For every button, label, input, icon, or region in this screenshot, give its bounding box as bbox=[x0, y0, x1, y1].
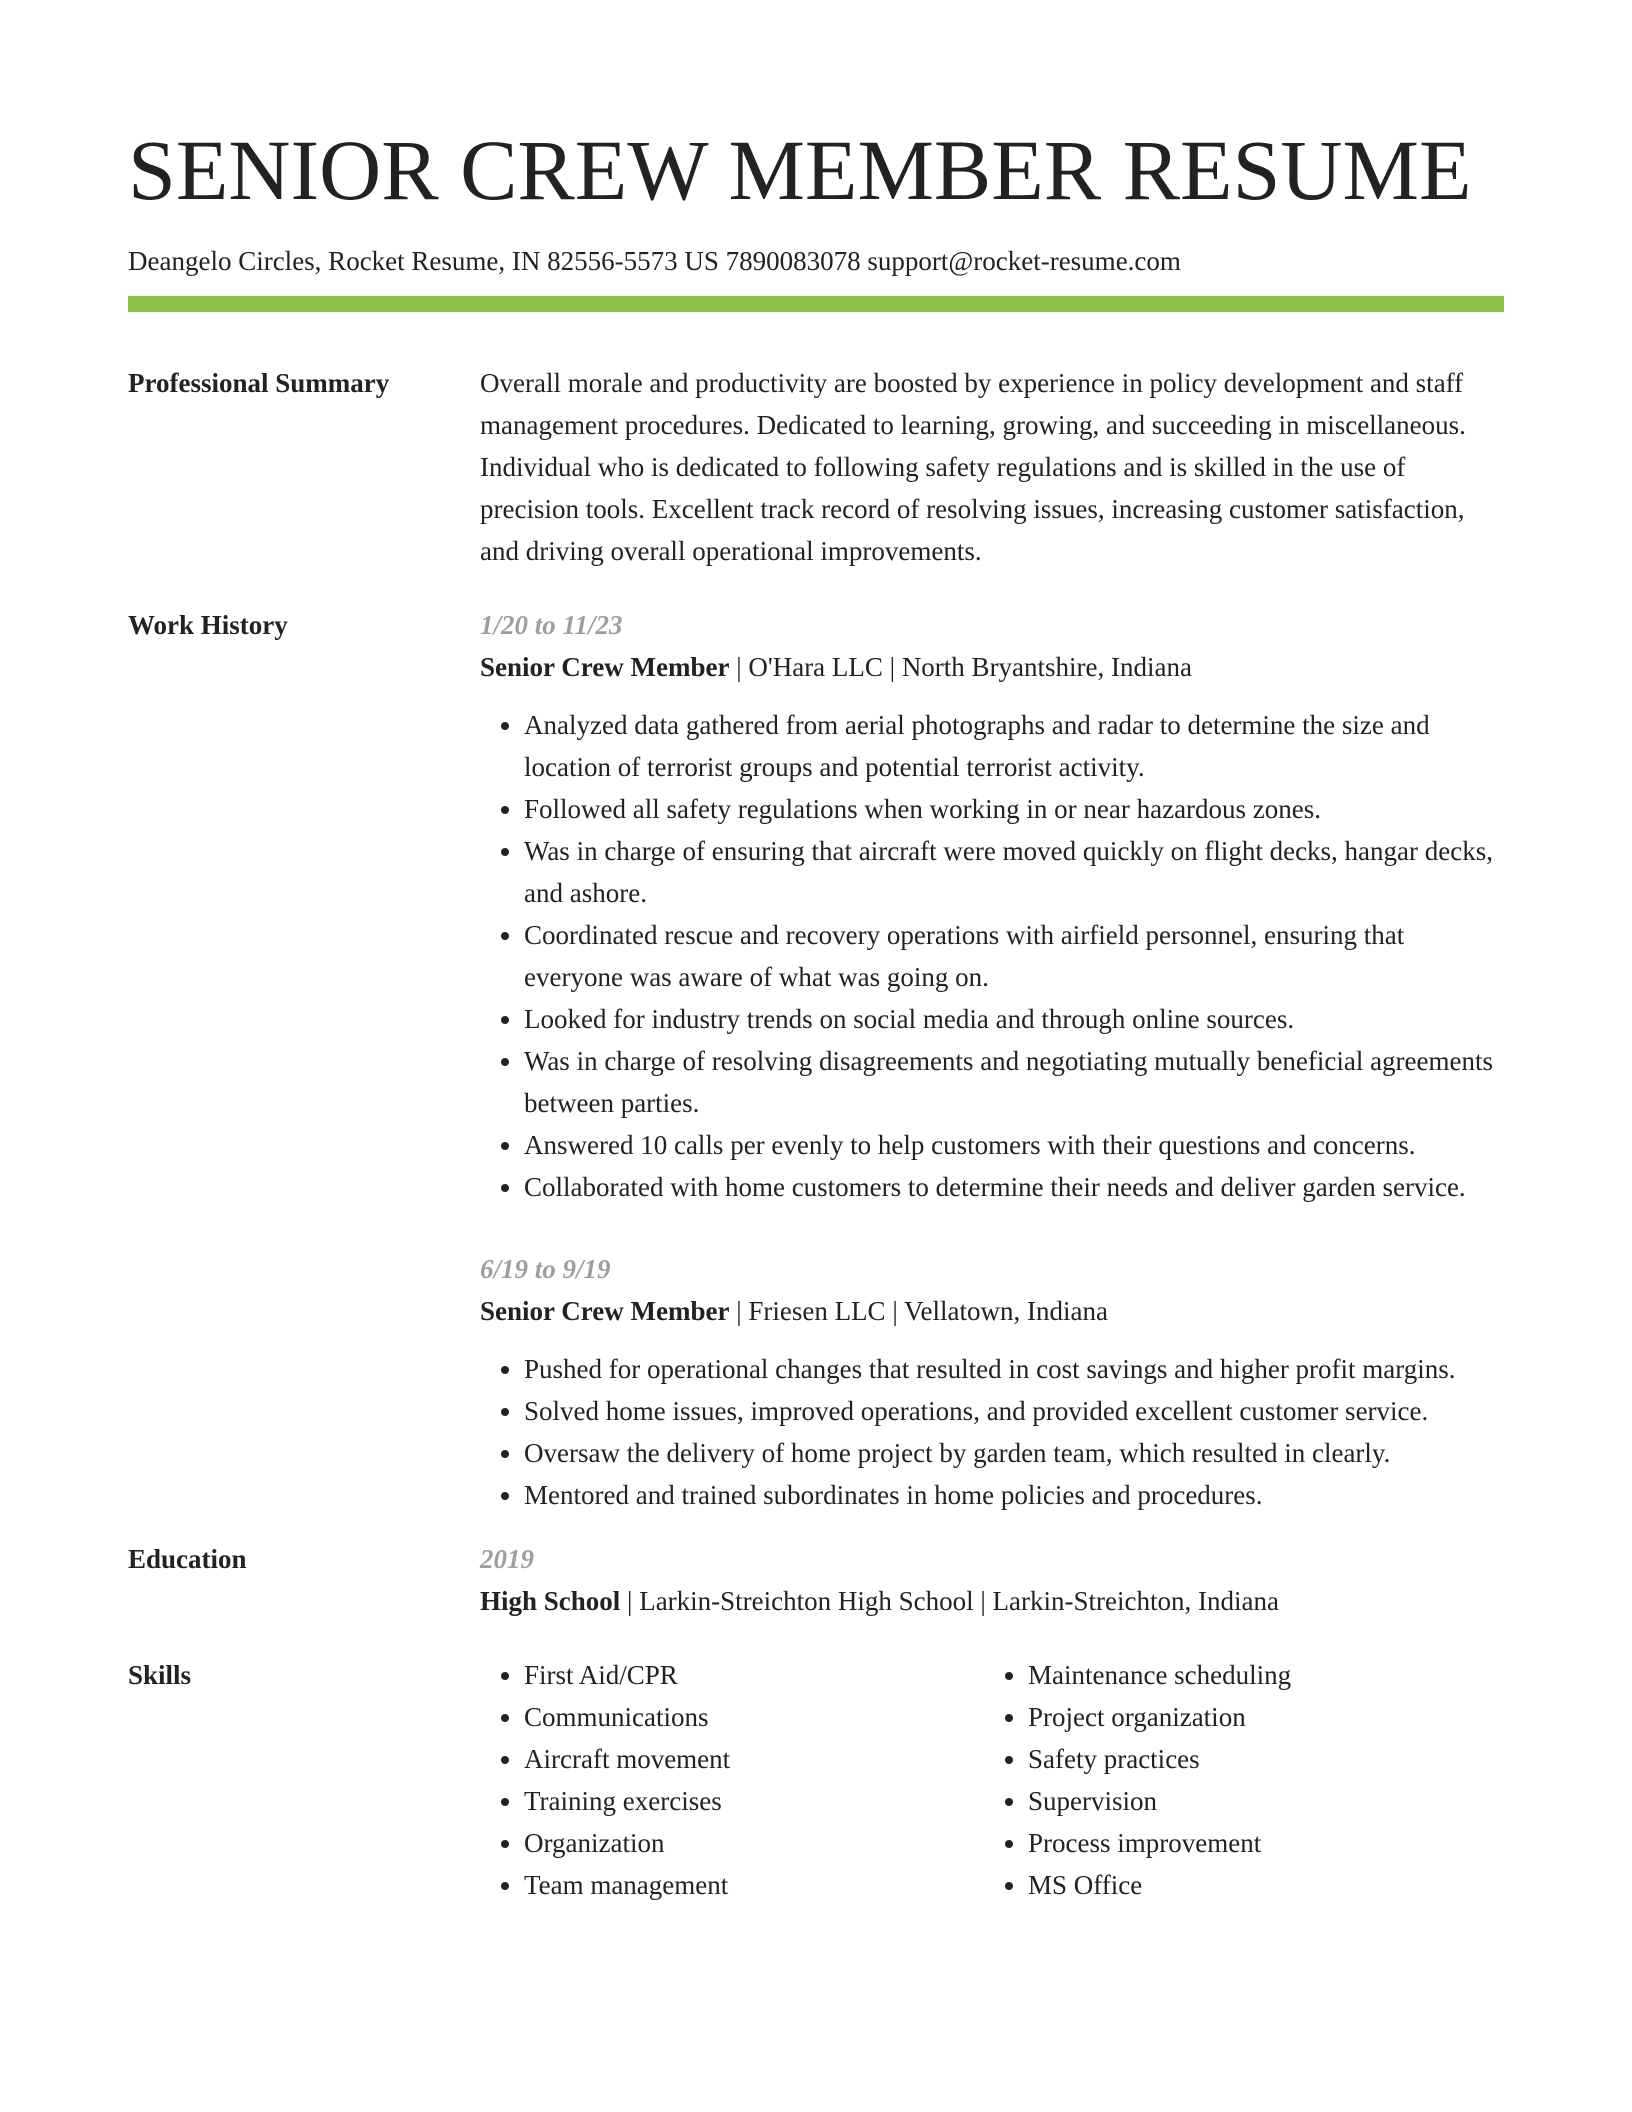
job-bullets bbox=[480, 704, 1504, 1208]
skill-item: • Aircraft movement bbox=[524, 1738, 984, 1780]
education-degree: High School bbox=[480, 1586, 621, 1616]
job-dates: 6/19 to 9/19 bbox=[480, 1254, 611, 1284]
job-bullet: • Pushed for operational changes that resulted in cost savings and higher profit margins. bbox=[524, 1348, 1504, 1390]
job-entry bbox=[480, 1248, 1504, 1516]
job-dates: 1/20 to 11/23 bbox=[480, 610, 623, 640]
work-history-section bbox=[128, 604, 1504, 1516]
job-bullet: • Coordinated rescue and recovery operations with airfield personnel, ensuring that everyone was aware of what was going on. bbox=[524, 914, 1504, 998]
skill-item: • Team management bbox=[524, 1864, 984, 1906]
work-history-body bbox=[480, 604, 1504, 1516]
resume-title: SENIOR CREW MEMBER RESUME bbox=[128, 122, 1472, 218]
job-heading bbox=[480, 646, 1504, 688]
skill-item: • Process improvement bbox=[1028, 1822, 1488, 1864]
job-bullet: • Answered 10 calls per evenly to help customers with their questions and concerns. bbox=[524, 1124, 1504, 1166]
job-bullet: • Was in charge of ensuring that aircraft were moved quickly on flight decks, hangar decks, and ashore. bbox=[524, 830, 1504, 914]
job-bullet: • Looked for industry trends on social media and through online sources. bbox=[524, 998, 1504, 1040]
skill-item: • Training exercises bbox=[524, 1780, 984, 1822]
job-title: Senior Crew Member bbox=[480, 1296, 730, 1326]
summary-text: Overall morale and productivity are boosted by experience in policy development and staff management procedures. Dedicated to learning, growing, and succeeding in miscellaneous. Individual who is dedicated to following safety regulations and is skilled in the use of precision tools. Excellent track record of resolving issues, increasing customer satisfaction, and driving overall operational improvements. bbox=[480, 368, 1466, 566]
skill-item: • First Aid/CPR bbox=[524, 1654, 984, 1696]
skill-item: • Organization bbox=[524, 1822, 984, 1864]
job-details: | O'Hara LLC | North Bryantshire, Indiana bbox=[729, 652, 1192, 682]
job-bullet: • Oversaw the delivery of home project by garden team, which resulted in clearly. bbox=[524, 1432, 1504, 1474]
professional-summary-section bbox=[128, 362, 1504, 572]
skill-item: • Project organization bbox=[1028, 1696, 1488, 1738]
job-bullet: • Was in charge of resolving disagreements and negotiating mutually beneficial agreements between parties. bbox=[524, 1040, 1504, 1124]
contact-line: Deangelo Circles, Rocket Resume, IN 82556-5573 US 7890083078 support@rocket-resume.com bbox=[128, 246, 1181, 276]
section-label-summary: Professional Summary bbox=[128, 368, 390, 398]
job-bullet: • Mentored and trained subordinates in home policies and procedures. bbox=[524, 1474, 1504, 1516]
skills-list-right bbox=[984, 1654, 1488, 1906]
job-details: | Friesen LLC | Vellatown, Indiana bbox=[729, 1296, 1108, 1326]
job-heading bbox=[480, 1290, 1504, 1332]
education-date: 2019 bbox=[480, 1544, 534, 1574]
job-title: Senior Crew Member bbox=[480, 652, 730, 682]
accent-divider bbox=[128, 296, 1504, 312]
education-body bbox=[480, 1538, 1504, 1622]
section-label-work-history: Work History bbox=[128, 610, 288, 640]
section-label-skills: Skills bbox=[128, 1660, 192, 1690]
job-entry bbox=[480, 604, 1504, 1208]
job-bullet: • Analyzed data gathered from aerial photographs and radar to determine the size and location of terrorist groups and potential terrorist activity. bbox=[524, 704, 1504, 788]
education-details: | Larkin-Streichton High School | Larkin-Streichton, Indiana bbox=[620, 1586, 1279, 1616]
section-label-education: Education bbox=[128, 1544, 247, 1574]
job-bullet: • Followed all safety regulations when working in or near hazardous zones. bbox=[524, 788, 1504, 830]
education-heading bbox=[480, 1580, 1504, 1622]
job-bullets bbox=[480, 1348, 1504, 1516]
skill-item: • Supervision bbox=[1028, 1780, 1488, 1822]
job-bullet: • Solved home issues, improved operations, and provided excellent customer service. bbox=[524, 1390, 1504, 1432]
skills-list-left bbox=[480, 1654, 984, 1906]
skill-item: • Communications bbox=[524, 1696, 984, 1738]
skills-columns bbox=[480, 1654, 1504, 1906]
skill-item: • MS Office bbox=[1028, 1864, 1488, 1906]
job-bullet: • Collaborated with home customers to determine their needs and deliver garden service. bbox=[524, 1166, 1504, 1208]
skill-item: • Safety practices bbox=[1028, 1738, 1488, 1780]
skills-section bbox=[128, 1654, 1504, 1906]
education-section bbox=[128, 1538, 1504, 1622]
skill-item: • Maintenance scheduling bbox=[1028, 1654, 1488, 1696]
